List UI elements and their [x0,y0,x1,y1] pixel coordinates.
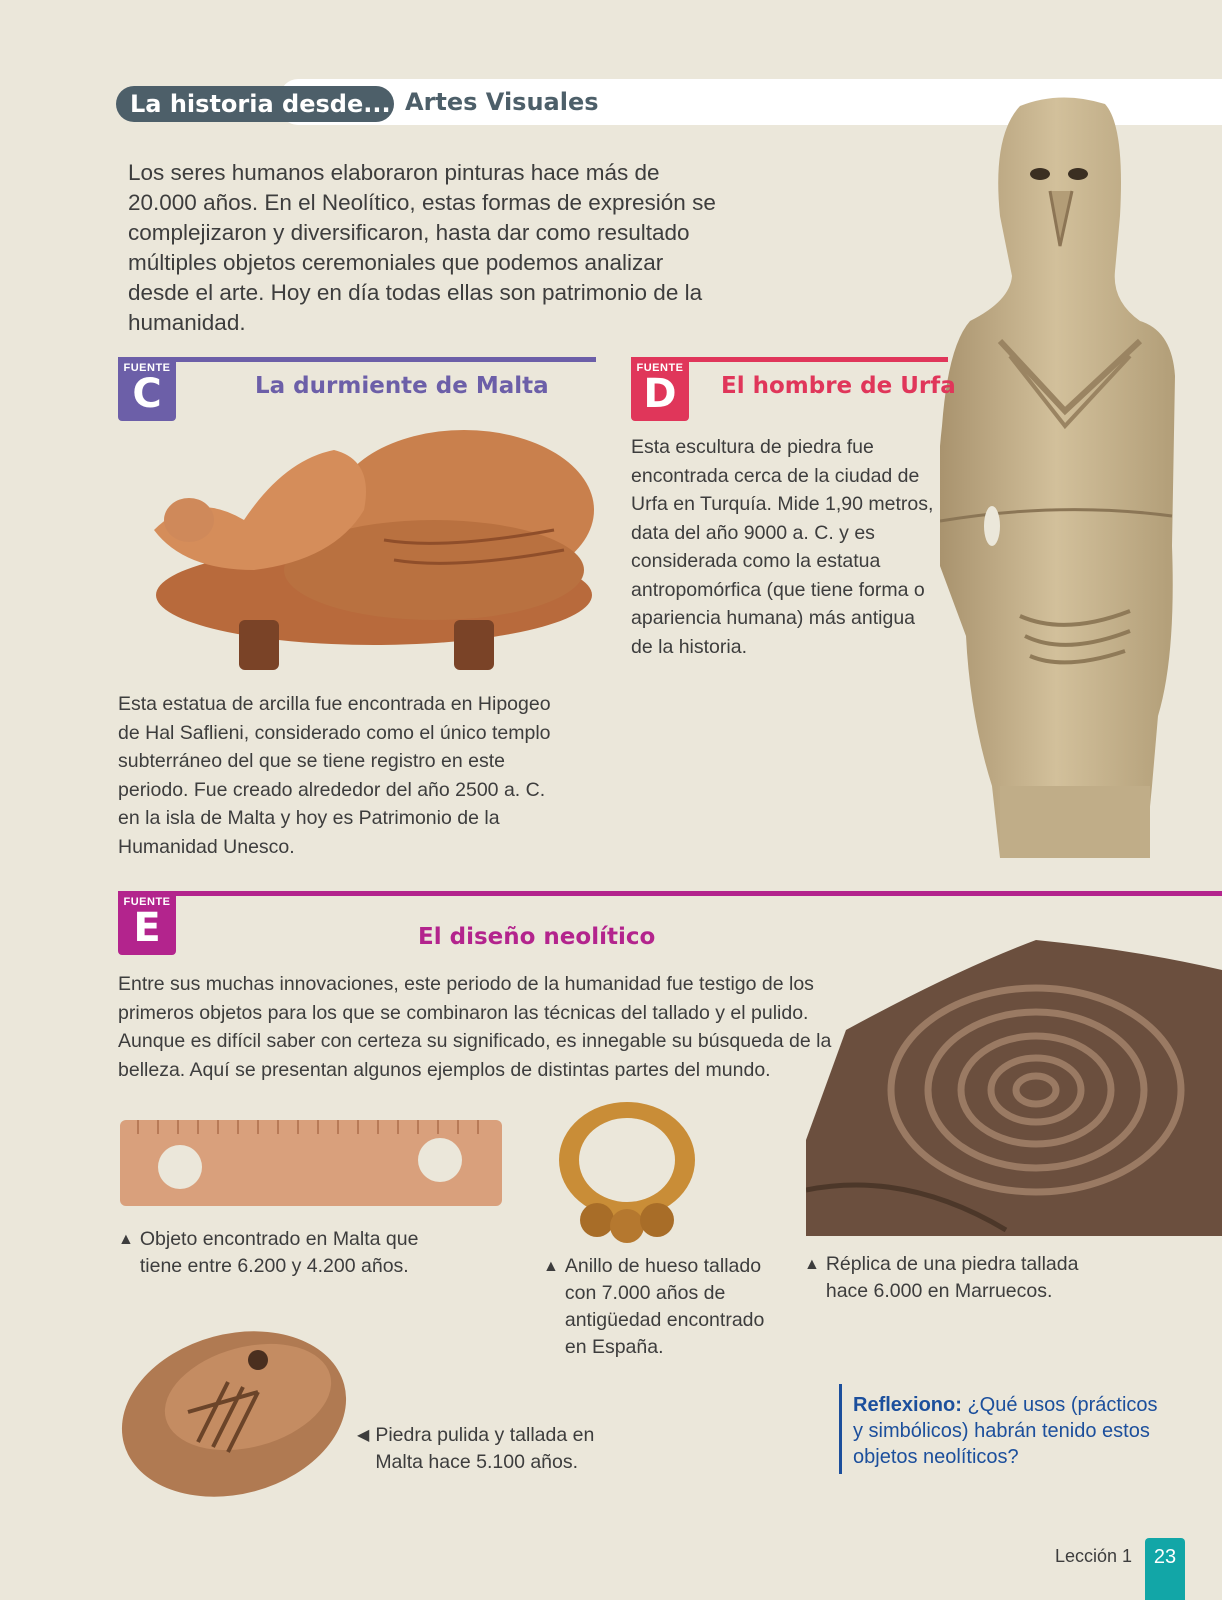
sleeping-lady-image [134,420,594,685]
source-d-badge [631,357,689,421]
source-c-letter: C [132,371,162,417]
triangle-up-icon: ▲ [804,1256,820,1273]
reflexiono-box [853,1392,1173,1470]
lesson-label: Lección 1 [1055,1546,1133,1566]
source-c-text: Esta estatua de arcilla fue encontrada en Hipogeo de Hal Saflieni, considerado como el único templo subterráneo del que se tiene registro en este periodo. Fue creado alrededor del año 2500 a. C. en la isla de Malta y hoy es Patrimonio de la Humanidad Unesco. [118,693,551,858]
source-d-text: Esta escultura de piedra fue encontrada cerca de la ciudad de Urfa en Turquía. Mide 1,90 metros, data del año 9000 a. C. y es considerada como la estatua antropomórfica (que tiene forma o apariencia humana) más antigua de la historia. [631,436,934,658]
source-c-rule [170,357,596,362]
triangle-left-icon: ◀ [357,1427,370,1444]
malta-object-caption [118,1226,448,1280]
source-e-letter: E [133,905,161,951]
triangle-up-icon: ▲ [543,1258,559,1275]
urfa-statue-image [940,96,1202,858]
spiral-stone-image [806,940,1222,1236]
bone-ring-caption-text: Anillo de hueso tallado con 7.000 años de antigüedad encontrado en España. [564,1255,765,1358]
page-number: 23 [1145,1538,1185,1600]
section-subtitle: Artes Visuales [405,88,599,116]
source-e-rule [170,891,1222,896]
polished-stone-caption [357,1422,627,1476]
source-e-text: Entre sus muchas innovaciones, este periodo de la humanidad fue testigo de los primeros objetos para los que se combinaron las técnicas del tallado y el pulido. Aunque es difícil saber con certeza su significado, es innegable su búsqueda de la belleza. Aquí se presentan algunos ejemplos de distintas partes del mundo. [118,973,832,1081]
source-e-title: El diseño neolítico [418,924,656,950]
source-e-badge [118,891,176,955]
reflexiono-question: ¿Qué usos (prácticos y simbólicos) habrán tenido estos objetos neolíticos? [853,1394,1158,1468]
reflexiono-bar [839,1384,842,1474]
polished-stone-image [118,1322,350,1504]
source-d-rule [688,357,948,362]
malta-object-image [118,1112,504,1212]
polished-stone-caption-text: Piedra pulida y tallada en Malta hace 5.100 años. [375,1424,595,1473]
stone-replica-caption [804,1251,1104,1305]
source-c-badge [118,357,176,421]
source-e-fuente-label: FUENTE [123,896,171,908]
source-d-fuente-label: FUENTE [636,362,684,374]
malta-object-caption-text: Objeto encontrado en Malta que tiene entre 6.200 y 4.200 años. [139,1228,419,1277]
source-c-fuente-label: FUENTE [123,362,171,374]
triangle-up-icon: ▲ [118,1231,134,1248]
stone-replica-caption-text: Réplica de una piedra tallada hace 6.000 en Marruecos. [825,1253,1079,1302]
source-c-title: La durmiente de Malta [255,373,549,399]
bone-ring-caption [543,1253,783,1361]
source-d-letter: D [643,371,677,417]
source-d-title: El hombre de Urfa [721,373,956,399]
intro-paragraph: Los seres humanos elaboraron pinturas hace más de 20.000 años. En el Neolítico, estas formas de expresión se complejizaron y diversificaron, hasta dar como resultado múltiples objetos ceremoniales que podemos analizar desde el arte. Hoy en día todas ellas son patrimonio de la humanidad. [128,160,716,335]
reflexiono-label: Reflexiono: [853,1394,962,1416]
section-pill: La historia desde... [116,86,394,122]
bone-ring-image [552,1098,702,1248]
